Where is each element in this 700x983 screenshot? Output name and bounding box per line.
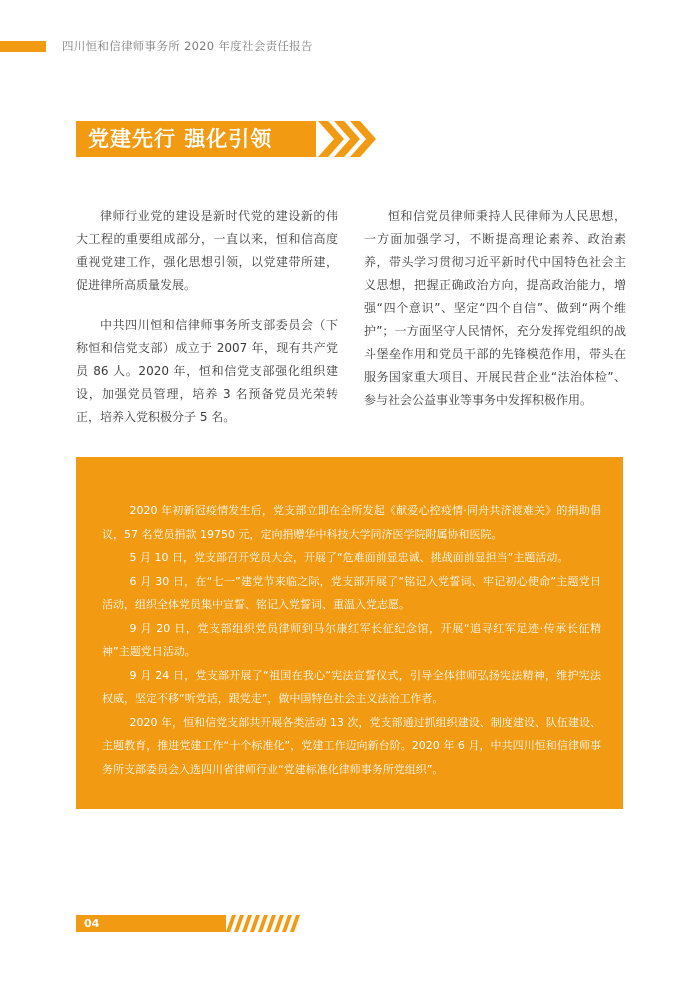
section-title-banner (76, 121, 316, 157)
left-paragraph-1: 律师行业党的建设是新时代党的建设新的伟大工程的重要组成部分，一直以来，恒和信高度重视党建工作，强化思想引领，以党建带所建，促进律所高质量发展。 (76, 209, 338, 292)
page-number: 04 (84, 917, 100, 930)
left-paragraph-2: 中共四川恒和信律师事务所支部委员会（下称恒和信党支部）成立于 2007 年，现有共产党员 86 人。2020 年，恒和信党支部强化组织建设，加强党员管理，培养 3 名预备党员光荣转正，培养入党积极分子 5 名。 (76, 318, 338, 424)
highlight-paragraph-3: 6 月 30 日，在“七一”建党节来临之际，党支部开展了“铭记入党誓词、牢记初心使命”主题党日活动，组织全体党员集中宣誓、铭记入党誓词、重温入党志愿。 (102, 574, 601, 611)
highlight-paragraph-6: 2020 年，恒和信党支部共开展各类活动 13 次，党支部通过抓组织建设、制度建设、队伍建设、主题教育，推进党建工作“十个标准化”，党建工作迈向新台阶。2020 年 6 月，中共四川恒和信律师事务所支部委员会入选四川省律师行业“党建标准化律师事务所党组织”。 (102, 715, 601, 776)
highlight-paragraph-2: 5 月 10 日，党支部召开党员大会，开展了“危难面前显忠诚、挑战面前显担当”主题活动。 (129, 551, 569, 564)
highlight-paragraph-5: 9 月 24 日，党支部开展了“祖国在我心”宪法宣誓仪式，引导全体律师弘扬宪法精神，维护宪法权威，坚定不移“听党话，跟党走”，做中国特色社会主义法治工作者。 (102, 668, 601, 705)
section-title: 党建先行 强化引领 (88, 127, 273, 151)
footer-stripes-decoration (226, 915, 304, 932)
report-header-title: 四川恒和信律师事务所 2020 年度社会责任报告 (62, 39, 313, 53)
header-accent-bar (0, 41, 46, 52)
left-column (76, 205, 338, 429)
page-number-box (76, 915, 226, 932)
highlight-box (76, 457, 623, 809)
right-paragraph-1: 恒和信党员律师秉持人民律师为人民思想，一方面加强学习，不断提高理论素养、政治素养，带头学习贯彻习近平新时代中国特色社会主义思想，把握正确政治方向，提高政治能力，增强“四个意识”、坚定“四个自信”、做到“两个维护”；一方面坚守人民情怀，充分发挥党组织的战斗堡垒作用和党员干部的先锋模范作用，带头在服务国家重大项目、开展民营企业“法治体检”、参与社会公益事业等事务中发挥积极作用。 (364, 209, 626, 407)
highlight-paragraph-1: 2020 年初新冠疫情发生后，党支部立即在全所发起《献爱心控疫情·同舟共济渡难关》的捐助倡议，57 名党员捐款 19750 元，定向捐赠华中科技大学同济医学院附属协和医院。 (102, 504, 601, 541)
right-column (364, 205, 626, 412)
highlight-paragraph-4: 9 月 20 日，党支部组织党员律师到马尔康红军长征纪念馆，开展“追寻红军足迹·传承长征精神”主题党日活动。 (102, 621, 601, 658)
title-stripes-decoration (316, 121, 380, 157)
